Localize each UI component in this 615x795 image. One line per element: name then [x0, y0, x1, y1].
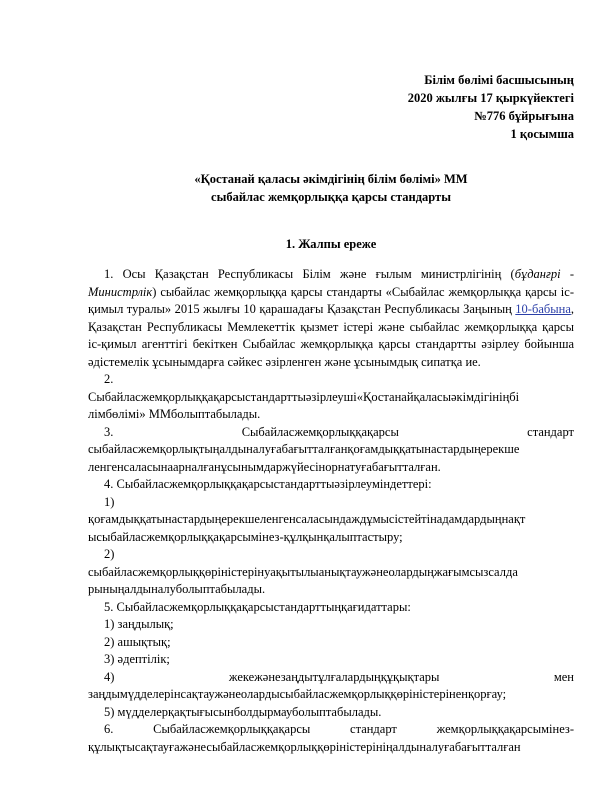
paragraph-4-item-2-line-2: рыныңалдыналуболыптабылады.	[88, 582, 266, 596]
principle-item-2: 2) ашықтық;	[104, 634, 171, 649]
paragraph-2-line-1: Сыбайласжемқорлыққақарсыстандарттыәзірлеуші«Қостанайқаласыәкімдігініңбі	[88, 389, 520, 404]
paragraph-4-item-2-line-1: сыбайласжемқорлыққөріністерінуақытылыанықтаужәнеолардыңжағымсызсалда	[88, 564, 518, 579]
paragraph-4: 4. Сыбайласжемқорлыққақарсыстандарттыәзірлеуміндеттері:	[104, 477, 432, 491]
paragraph-6-line-2: құлықтысақтауғажәнесыбайласжемқорлыққөріністерініңалдыналуғабағытталған	[88, 739, 521, 754]
principle-item-1: 1) заңдылық;	[104, 617, 174, 631]
document-title	[88, 170, 574, 206]
paragraph-4-item-1-number: 1)	[104, 494, 115, 509]
law-article-link[interactable]: 10-бабына	[515, 302, 571, 316]
paragraph-6-word-2: стандарт	[350, 722, 397, 736]
principle-item-4-number: 4)	[104, 669, 115, 684]
paragraph-3-word-1: Сыбайласжемқорлыққақарсы	[241, 424, 399, 439]
document-body	[88, 266, 574, 756]
paragraph-4-item-1-line-2: ысыбайласжемқорлыққақарсымінез-құлқынқалыптастыру;	[88, 529, 403, 544]
paragraph-1-text-c: , Қазақстан Республикасы Мемлекеттік қызмет істері және сыбайлас жемқорлыққа қарсы іс-қимыл агенттігі бекіткен Сыбайлас жемқорлыққа қарсы стандартты әзірлеу бойынша әдістемелік ұсынымдарға сәйкес әзірленген және ұсынымдық сипатқа ие.	[88, 302, 574, 369]
paragraph-6-number: 6.	[104, 722, 114, 736]
principle-item-4-line-1	[88, 669, 574, 687]
principle-item-4-line-2: заңдымүдделерінсақтаужәнеолардысыбайласжемқорлыққөріністеріненқорғау;	[88, 687, 507, 701]
paragraph-3-number: 3.	[104, 424, 114, 439]
paragraph-5: 5. Сыбайласжемқорлыққақарсыстандарттыңқағидаттары:	[104, 599, 411, 614]
paragraph-6-word-1: Сыбайласжемқорлыққақарсы	[153, 722, 311, 736]
paragraph-2-line-2: лімбөлімі» ММболыптабылады.	[88, 407, 261, 421]
paragraph-4-item-2-number: 2)	[104, 547, 115, 561]
paragraph-3-word-2: стандарт	[527, 424, 575, 439]
principle-item-5: 5) мүдделерқақтығысынболдырмауболыптабылады.	[104, 704, 382, 719]
title-line-1: «Қостанай қаласы әкімдігінің білім бөлімі» ММ	[194, 172, 468, 186]
paragraph-1-text-a: 1. Осы Қазақстан Республикасы Білім және ғылым министрлігінің (	[104, 267, 515, 281]
paragraph-6-line-1	[88, 721, 574, 739]
principle-item-4-word-2: мен	[553, 669, 574, 684]
principle-item-3: 3) әдептілік;	[104, 652, 170, 666]
paragraph-6-word-3: жемқорлыққақарсымінез-	[436, 722, 575, 736]
paragraph-4-item-1-line-1: қоғамдыққатынастардыңерекшеленгенсаласындаждұмысістейтінадамдардыңнақт	[88, 512, 526, 526]
paragraph-3-line-3: ленгенсаласынаарналғанұсынымдаржүйесінорнатуғабағытталған.	[88, 459, 441, 474]
paragraph-1-italic: бұданғрі - Министрлік	[88, 267, 574, 299]
paragraph-1	[88, 266, 574, 371]
header-line-2: 2020 жылғы 17 қыркүйектегі	[407, 91, 574, 105]
section-title: 1. Жалпы ереже	[285, 237, 377, 251]
principle-item-4-word-1: жекежәнезаңдытұлғалардыңқұқықтары	[228, 669, 440, 684]
header-line-3: №776 бұйрығына	[474, 109, 574, 123]
paragraph-3-line-2: сыбайласжемқорлықтыңалдыналуғабағытталғанқоғамдыққатынастардыңерекше	[88, 442, 520, 456]
header-line-4: 1 қосымша	[510, 127, 574, 141]
paragraph-2-number: 2.	[104, 372, 114, 386]
appendix-header	[274, 71, 574, 143]
paragraph-1-text-b: ) сыбайлас жемқорлыққа қарсы стандарты «Сыбайлас жемқорлыққа қарсы іс-қимыл туралы» 2015 жылғы 10 қарашадағы Қазақстан Республикасы Заңының	[88, 284, 574, 316]
title-line-2: сыбайлас жемқорлыққа қарсы стандарты	[211, 190, 451, 204]
paragraph-3-line-1	[88, 424, 574, 442]
header-line-1: Білім бөлімі басшысының	[424, 73, 574, 87]
